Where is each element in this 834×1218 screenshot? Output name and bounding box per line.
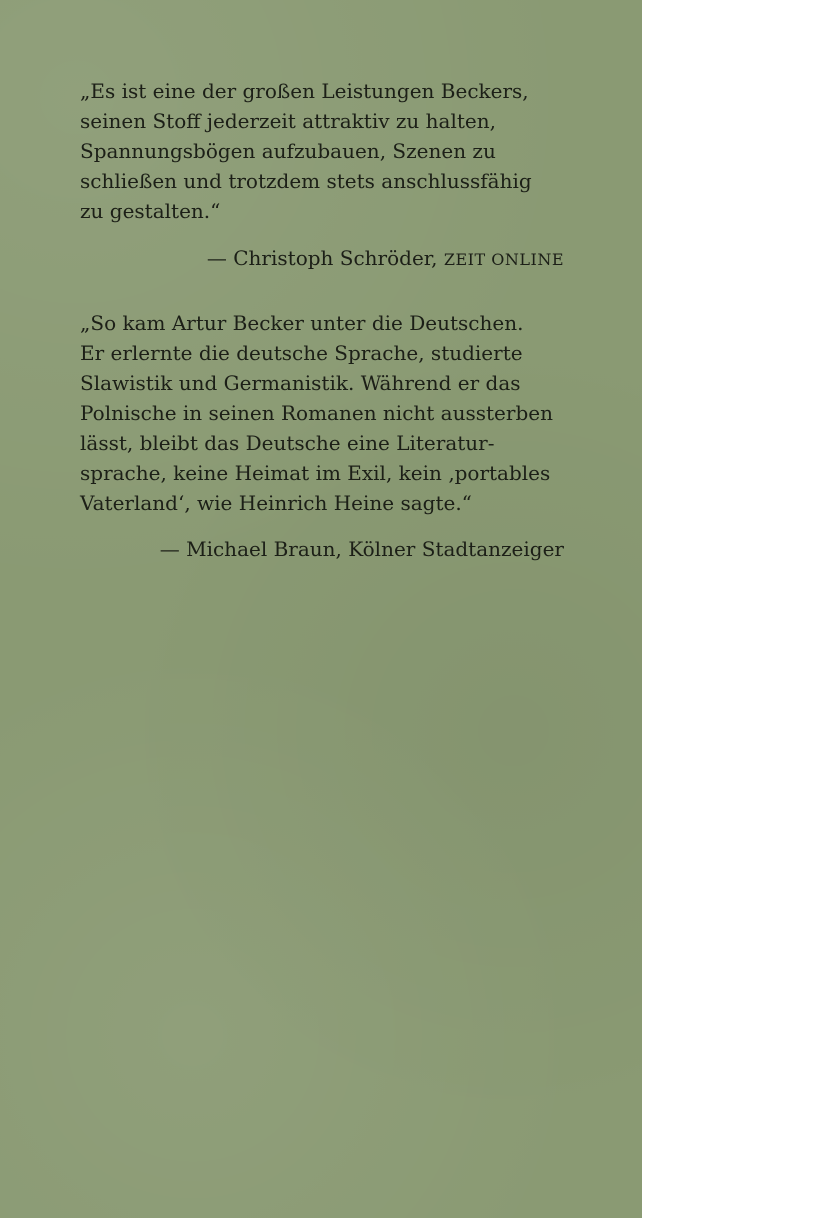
review-attribution-2	[160, 534, 564, 564]
quote-line: „Es ist eine der großen Leistungen Beckers,	[80, 79, 529, 103]
review-quote-1	[80, 76, 532, 226]
quote-line: Slawistik und Germanistik. Während er das	[80, 371, 521, 395]
quote-line: schließen und trotzdem stets anschlussfähig	[80, 169, 532, 193]
quote-line: „So kam Artur Becker unter die Deutschen.	[80, 311, 524, 335]
quote-line: zu gestalten.“	[80, 199, 221, 223]
quote-line: Er erlernte die deutsche Sprache, studierte	[80, 341, 523, 365]
quote-line: sprache, keine Heimat im Exil, kein ‚portables	[80, 461, 551, 485]
review-attribution-1	[207, 243, 564, 275]
attribution-author: — Michael Braun, Kölner Stadtanzeiger	[159, 537, 564, 561]
quote-line: Vaterland‘, wie Heinrich Heine sagte.“	[80, 491, 472, 515]
quote-line: Spannungsbögen aufzubauen, Szenen zu	[80, 139, 496, 163]
attribution-source: ZEIT ONLINE	[443, 250, 564, 269]
review-quote-2	[80, 308, 553, 518]
quote-line: seinen Stoff jederzeit attraktiv zu halten,	[80, 109, 496, 133]
attribution-author: — Christoph Schröder,	[206, 246, 444, 270]
quote-line: Polnische in seinen Romanen nicht aussterben	[80, 401, 553, 425]
quote-line: lässt, bleibt das Deutsche eine Literatur-	[80, 431, 495, 455]
